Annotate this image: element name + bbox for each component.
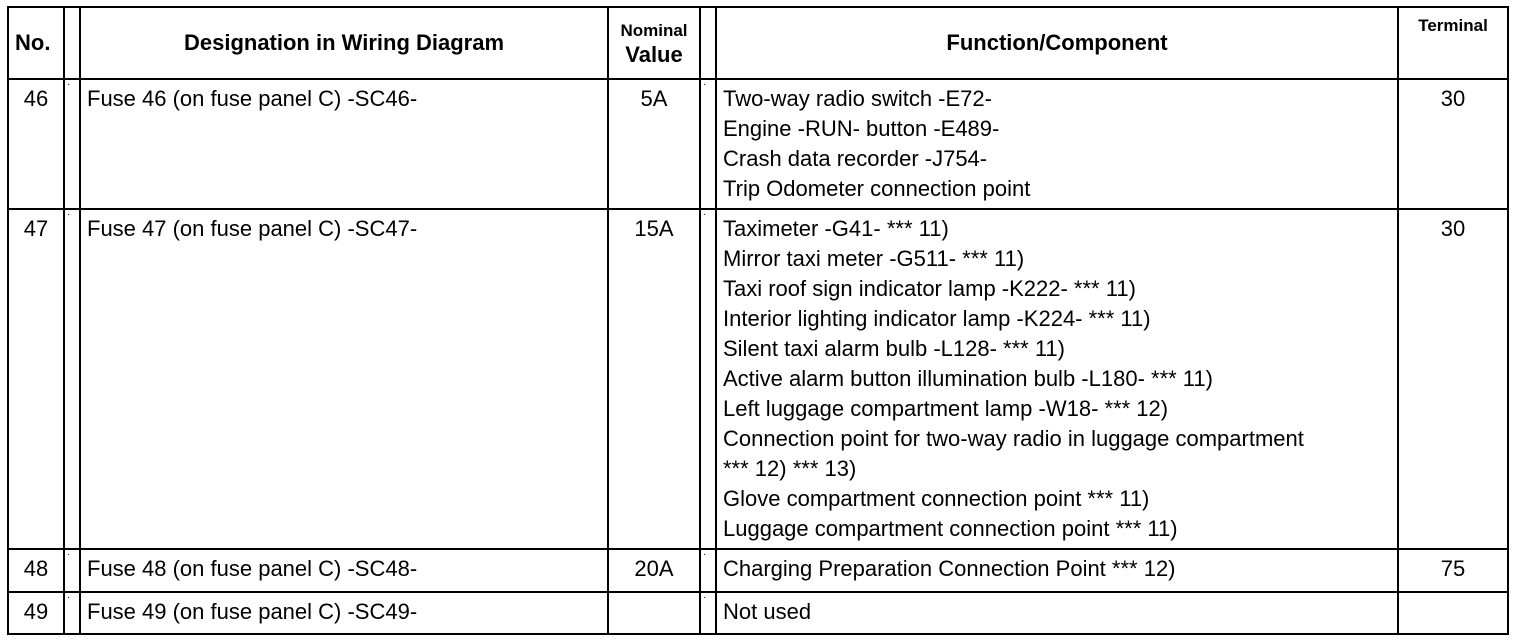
row-gap	[64, 209, 80, 549]
row-functions	[716, 549, 1398, 592]
header-nominal-bottom: Value	[625, 42, 683, 67]
function-line: Taximeter -G41- *** 11)	[723, 216, 949, 241]
row-gap	[64, 79, 80, 209]
function-line: Luggage compartment connection point *** 11)	[723, 516, 1178, 541]
header-function: Function/Component	[716, 7, 1398, 79]
gap-mark: ·	[67, 79, 71, 90]
function-line: Active alarm button illumination bulb -L180- *** 11)	[723, 366, 1213, 391]
row-terminal	[1398, 592, 1508, 634]
row-functions	[716, 209, 1398, 549]
table-row	[8, 79, 1508, 209]
function-line: Charging Preparation Connection Point *** 12)	[723, 556, 1176, 581]
header-nominal-value	[608, 7, 700, 79]
row-terminal: 75	[1398, 549, 1508, 592]
function-line: Trip Odometer connection point	[723, 176, 1031, 201]
row-nominal-value: 20A	[608, 549, 700, 592]
row-designation: Fuse 47 (on fuse panel C) -SC47-	[80, 209, 608, 549]
gap-mark: ·	[67, 549, 71, 560]
gap-mark: ·	[67, 209, 71, 220]
row-gap	[700, 79, 716, 209]
row-functions	[716, 592, 1398, 634]
fuse-table	[7, 6, 1509, 635]
function-line: Not used	[723, 599, 812, 624]
function-line: Connection point for two-way radio in luggage compartment	[723, 426, 1304, 451]
row-nominal-value	[608, 592, 700, 634]
header-terminal: Terminal	[1398, 7, 1508, 79]
row-functions	[716, 79, 1398, 209]
row-terminal: 30	[1398, 79, 1508, 209]
row-no: 46	[8, 79, 64, 209]
function-line: Left luggage compartment lamp -W18- *** 12)	[723, 396, 1169, 421]
row-gap	[700, 549, 716, 592]
table-row	[8, 592, 1508, 634]
row-no: 47	[8, 209, 64, 549]
function-line: Silent taxi alarm bulb -L128- *** 11)	[723, 336, 1065, 361]
row-designation: Fuse 46 (on fuse panel C) -SC46-	[80, 79, 608, 209]
row-designation: Fuse 49 (on fuse panel C) -SC49-	[80, 592, 608, 634]
row-terminal: 30	[1398, 209, 1508, 549]
row-no: 48	[8, 549, 64, 592]
row-nominal-value: 5A	[608, 79, 700, 209]
table-body	[8, 79, 1508, 634]
row-nominal-value: 15A	[608, 209, 700, 549]
function-line: Mirror taxi meter -G511- *** 11)	[723, 246, 1025, 271]
gap-mark: ·	[703, 209, 707, 220]
gap-mark: ·	[67, 592, 71, 603]
header-nominal-top: Nominal	[620, 21, 688, 40]
function-line: Interior lighting indicator lamp -K224- *** 11)	[723, 306, 1151, 331]
function-line: Engine -RUN- button -E489-	[723, 116, 1000, 141]
function-line: Crash data recorder -J754-	[723, 146, 988, 171]
header-row	[8, 7, 1508, 79]
gap-mark: ·	[703, 592, 707, 603]
row-no: 49	[8, 592, 64, 634]
row-gap	[700, 592, 716, 634]
function-line: *** 12) *** 13)	[723, 456, 857, 481]
table-row	[8, 209, 1508, 549]
header-no: No.	[8, 7, 64, 79]
header-designation: Designation in Wiring Diagram	[80, 7, 608, 79]
header-gap	[700, 7, 716, 79]
row-gap	[64, 549, 80, 592]
row-designation: Fuse 48 (on fuse panel C) -SC48-	[80, 549, 608, 592]
gap-mark: ·	[703, 79, 707, 90]
row-gap	[64, 592, 80, 634]
gap-mark: ·	[703, 549, 707, 560]
header-gap	[64, 7, 80, 79]
function-line: Two-way radio switch -E72-	[723, 86, 992, 111]
function-line: Glove compartment connection point *** 11)	[723, 486, 1150, 511]
row-gap	[700, 209, 716, 549]
function-line: Taxi roof sign indicator lamp -K222- *** 11)	[723, 276, 1136, 301]
table-row	[8, 549, 1508, 592]
